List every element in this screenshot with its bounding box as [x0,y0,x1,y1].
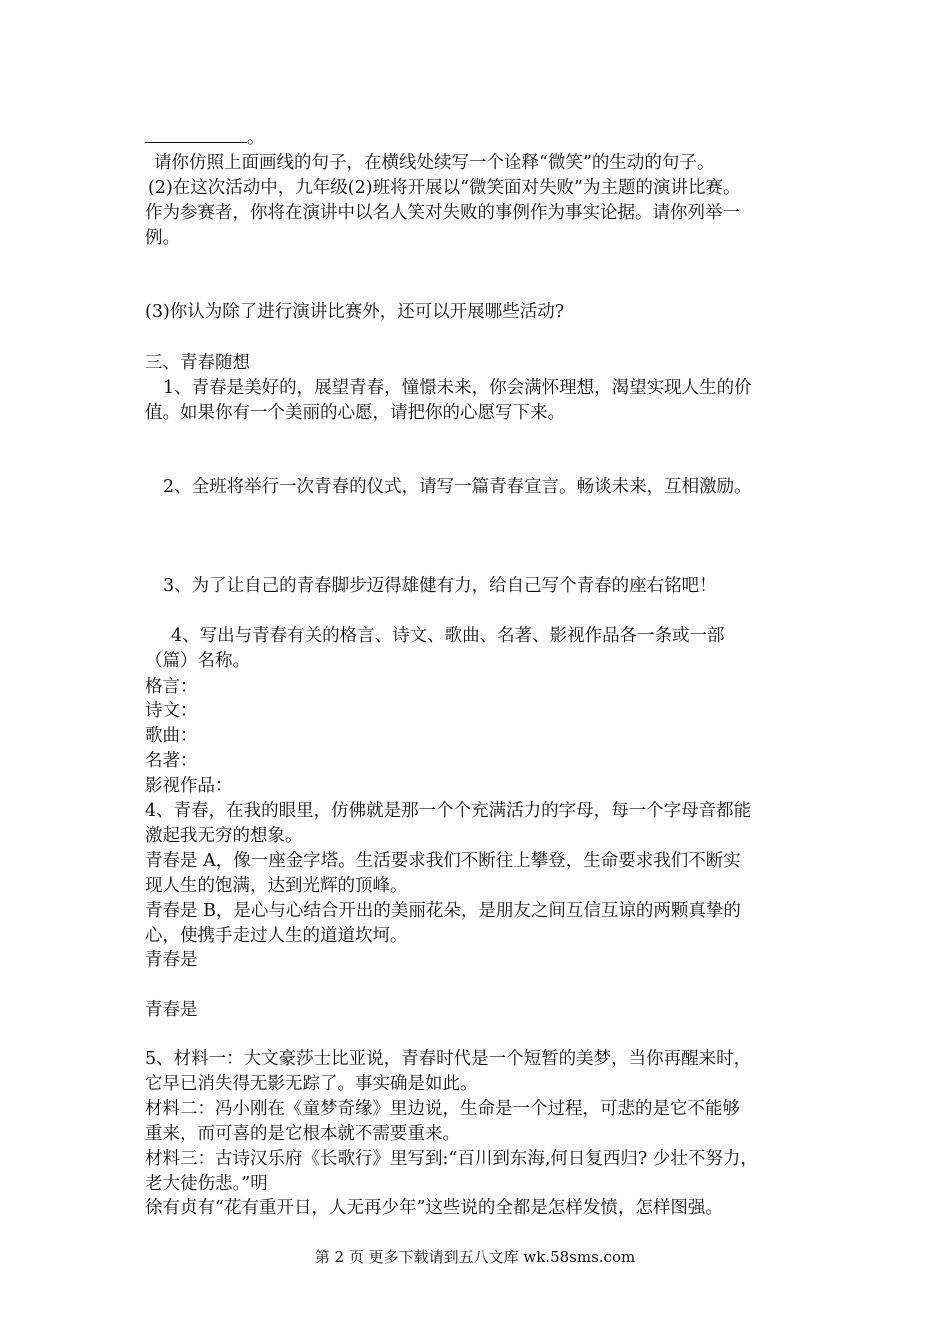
material-2-line-2: 重来，而可喜的是它根本就不需要重来。 [145,1124,460,1144]
section-heading: 三、青春随想 [145,353,250,373]
paragraph-4-line-4: 现人生的饱满，达到光辉的顶峰。 [145,876,408,896]
material-3-line-1: 材料三：古诗汉乐府《长歌行》里写到:“百川到东海,何日复西归? 少壮不努力， [145,1149,758,1169]
paragraph-4-line-5: 青春是 B，是心与心结合开出的美丽花朵，是朋友之间互信互谅的两颗真挚的 [145,901,741,921]
item-1-line-2: 值。如果你有一个美丽的心愿，请把你的心愿写下来。 [145,403,565,423]
paragraph-4-line-6: 心，使携手走过人生的道道坎坷。 [145,926,408,946]
question-3: (3)你认为除了进行演讲比赛外，还可以开展哪些活动? [145,302,565,322]
label-song: 歌曲： [145,726,198,746]
line-end-punctuation: 。 [247,128,265,148]
underline-blank [145,126,247,143]
label-poem: 诗文： [145,701,198,721]
material-1-line-1: 5、材料一：大文豪莎士比亚说，青春时代是一个短暂的美梦，当你再醒来时， [145,1049,752,1069]
page-footer: 第 2 页 更多下载请到五八文库 wk.58sms.com [314,1248,636,1266]
material-2-line-1: 材料二：冯小刚在《童梦奇缘》里边说，生命是一个过程，可悲的是它不能够 [145,1099,740,1119]
material-3-line-3: 徐有贞有“花有重开日，人无再少年”这些说的全都是怎样发愤，怎样图强。 [145,1198,723,1218]
item-2: 2、全班将举行一次青春的仪式，请写一篇青春宣言。畅谈未来，互相激励。 [163,477,752,497]
question-1-prompt: 请你仿照上面画线的句子，在横线处续写一个诠释“微笑”的生动的句子。 [154,153,715,173]
question-2-line-3: 例。 [145,228,180,248]
paragraph-4-line-1: 4、青春，在我的眼里，仿佛就是那一个个充满活力的字母，每一个字母音都能 [145,801,752,821]
answer-blank-line [145,126,265,150]
question-2-line-1: (2)在这次活动中，九年级(2)班将开展以“微笑面对失败”为主题的演讲比赛。 [148,178,741,198]
paragraph-4-line-3: 青春是 A，像一座金字塔。生活要求我们不断往上攀登，生命要求我们不断实 [145,851,741,871]
paragraph-4-line-2: 激起我无穷的想象。 [145,826,303,846]
item-1-line-1: 1、青春是美好的，展望青春，憧憬未来，你会满怀理想，渴望实现人生的价 [163,378,752,398]
material-1-line-2: 它早已消失得无影无踪了。事实确是如此。 [145,1074,478,1094]
material-3-line-2: 老大徒伤悲。”明 [145,1174,268,1194]
question-2-line-2: 作为参赛者，你将在演讲中以名人笑对失败的事例作为事实论据。请你列举一 [145,203,740,223]
item-4-line-1: 4、写出与青春有关的格言、诗文、歌曲、名著、影视作品各一条或一部 [171,626,725,646]
paragraph-4-line-8: 青春是 [145,1000,198,1020]
label-classic: 名著： [145,751,198,771]
label-film: 影视作品： [145,776,233,796]
label-motto: 格言： [145,677,198,697]
item-3: 3、为了让自己的青春脚步迈得雄健有力，给自己写个青春的座右铭吧！ [163,576,717,596]
paragraph-4-line-7: 青春是 [145,950,198,970]
item-4-line-2: （篇）名称。 [145,651,250,671]
